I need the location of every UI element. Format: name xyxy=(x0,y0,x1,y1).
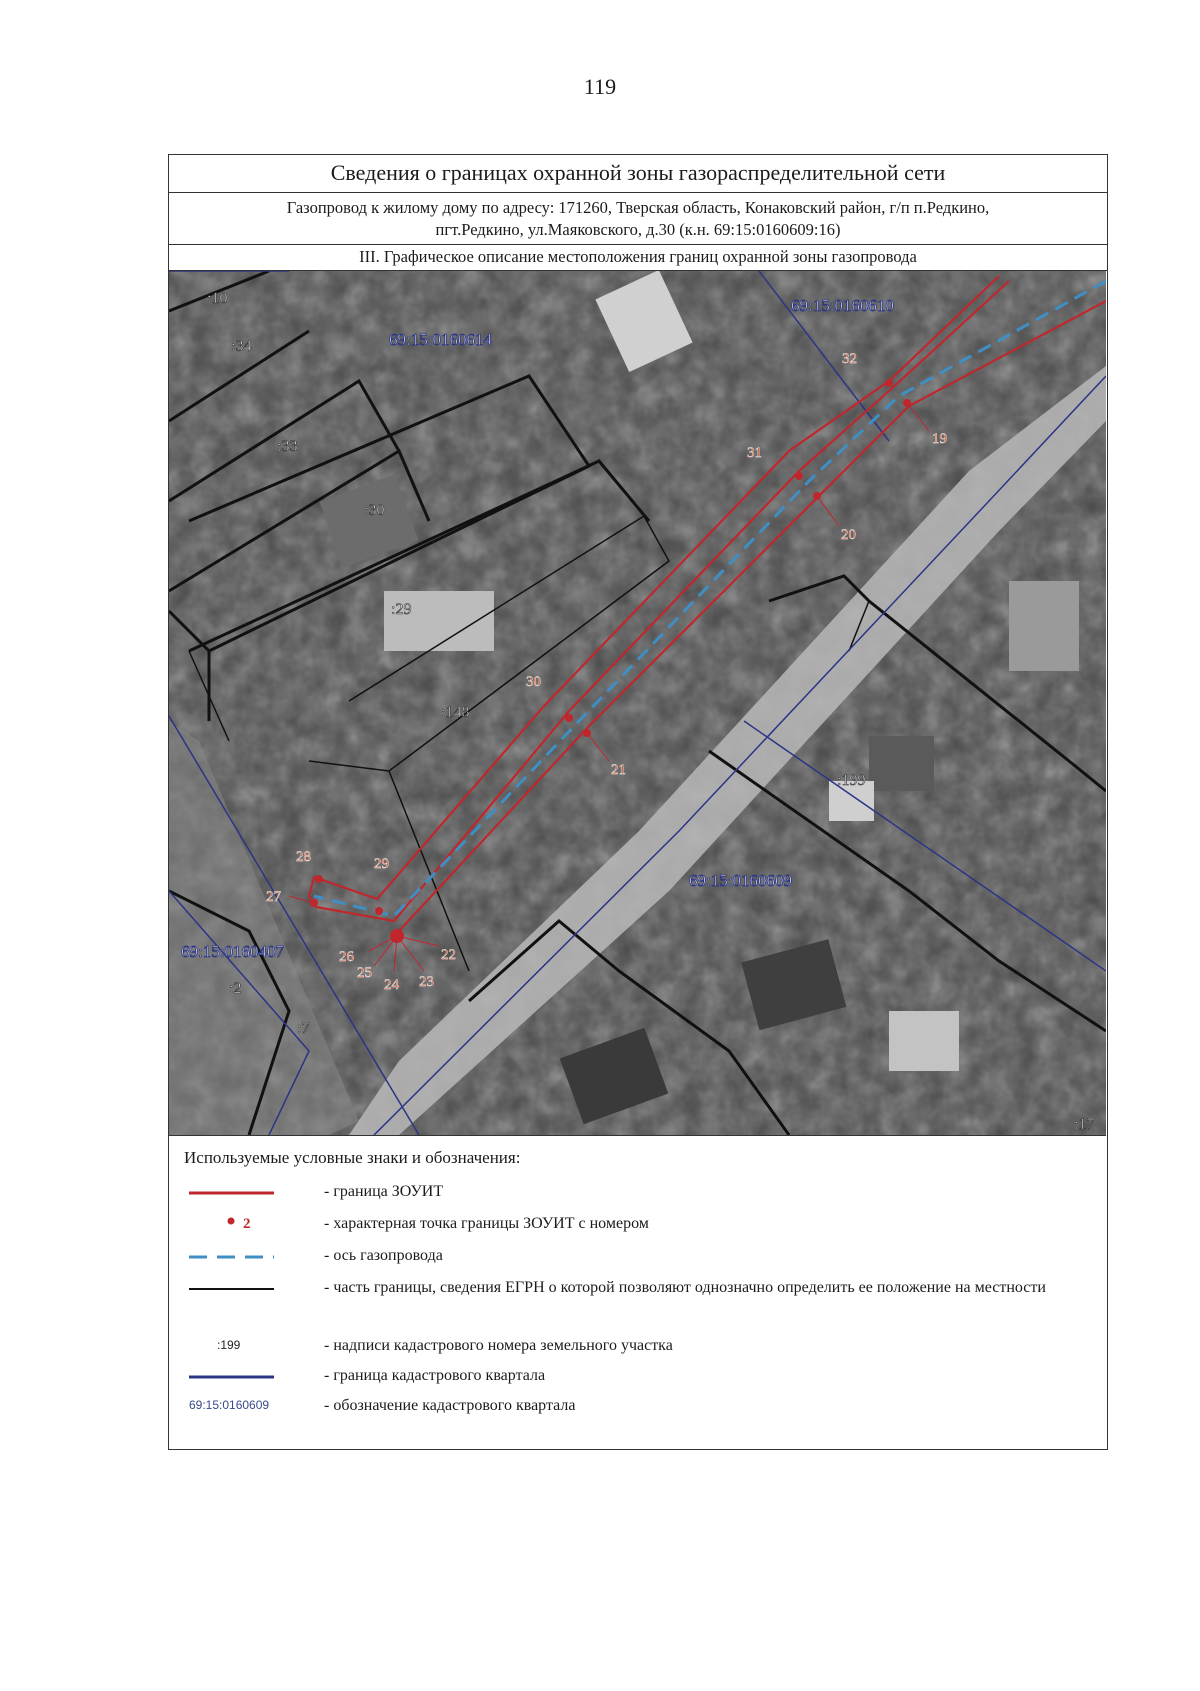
legend-symbol xyxy=(179,1274,289,1304)
legend-text: - ось газопровода xyxy=(324,1247,443,1264)
parcel-label: :17 xyxy=(1074,1116,1095,1133)
parcel-label: :10 xyxy=(207,290,228,307)
building xyxy=(1009,581,1079,671)
page-number: 119 xyxy=(583,74,617,99)
navy-line-icon xyxy=(179,1362,289,1392)
legend-symbol xyxy=(179,1178,289,1208)
parcel-label: :30 xyxy=(364,502,385,519)
point-label: 28 xyxy=(296,849,311,865)
point-label: 31 xyxy=(747,445,762,461)
legend-item-quarter-boundary xyxy=(169,1362,1099,1392)
legend-item-zone-point xyxy=(169,1210,1099,1240)
building xyxy=(869,736,934,791)
legend-quarter-sample: 69:15:0160609 xyxy=(189,1398,270,1412)
map-panel xyxy=(169,271,1106,1136)
point-label: 29 xyxy=(374,856,389,872)
aerial-map xyxy=(169,271,1106,1135)
red-point-icon xyxy=(179,1210,289,1240)
legend-symbol xyxy=(179,1242,289,1272)
quarter-label: 69:15:0160609 xyxy=(689,871,792,890)
building xyxy=(889,1011,959,1071)
point-label: 22 xyxy=(441,947,456,963)
point-label: 27 xyxy=(266,889,281,905)
point-label: 20 xyxy=(841,527,856,543)
point-label: 30 xyxy=(526,674,541,690)
legend-parcel-sample: :199 xyxy=(217,1338,241,1352)
legend-item-parcel-boundary xyxy=(169,1274,1099,1324)
point-label: 23 xyxy=(419,974,434,990)
legend-text: - надписи кадастрового номера земельного участка xyxy=(324,1337,673,1354)
red-line-icon xyxy=(179,1178,289,1208)
quarter-label: 69:15:0160610 xyxy=(791,296,894,315)
parcel-label: :33 xyxy=(277,438,298,455)
document-subtitle xyxy=(169,193,1107,245)
section-title: III. Графическое описание местоположения границ охранной зоны газопровода xyxy=(169,245,1107,271)
point-label: 19 xyxy=(932,431,947,447)
legend-text: - граница кадастрового квартала xyxy=(324,1367,546,1384)
parcel-label: :199 xyxy=(837,772,866,789)
subtitle-line-1: Газопровод к жилому дому по адресу: 171260, Тверская область, Конаковский район, г/п п.Редкино, xyxy=(286,198,990,217)
legend-text: - граница ЗОУИТ xyxy=(324,1183,444,1200)
parcel-label: :148 xyxy=(441,704,470,721)
quarter-label: 69:15:0160614 xyxy=(389,330,492,349)
legend-item-parcel-label xyxy=(169,1332,1099,1362)
legend-item-zone-boundary xyxy=(169,1178,1099,1208)
point-label: 21 xyxy=(611,762,626,778)
legend-text: - характерная точка границы ЗОУИТ с номером xyxy=(324,1215,649,1232)
point-label: 24 xyxy=(384,977,399,993)
quarter-label: 69:15:0160407 xyxy=(181,942,284,961)
legend-symbol xyxy=(179,1332,289,1362)
legend-item-quarter-label xyxy=(169,1392,1099,1422)
subtitle-line-2: пгт.Редкино, ул.Маяковского, д.30 (к.н. 69:15:0160609:16) xyxy=(435,220,841,239)
parcel-label: :7 xyxy=(297,1020,310,1037)
point-label: 26 xyxy=(339,949,354,965)
parcel-label: :29 xyxy=(391,601,412,618)
document-title: Сведения о границах охранной зоны газораспределительной сети xyxy=(169,155,1107,193)
legend-text: - обозначение кадастрового квартала xyxy=(324,1397,576,1414)
legend-symbol xyxy=(179,1362,289,1392)
point-label: 32 xyxy=(842,351,857,367)
legend-point-number: 2 xyxy=(243,1216,251,1232)
legend-item-pipeline-axis xyxy=(169,1242,1099,1272)
parcel-label: :2 xyxy=(229,980,242,997)
legend-symbol xyxy=(179,1210,289,1240)
blue-dashed-line-icon xyxy=(179,1242,289,1272)
document-frame xyxy=(168,154,1108,1450)
black-line-icon xyxy=(179,1274,289,1304)
parcel-label: :34 xyxy=(231,338,252,355)
point-label: 25 xyxy=(357,965,372,981)
legend-symbol xyxy=(179,1392,289,1422)
legend-title: Используемые условные знаки и обозначения: xyxy=(184,1148,521,1167)
legend-text: - часть границы, сведения ЕГРН о которой позволяют однозначно определить ее положение на местности xyxy=(324,1279,1046,1296)
